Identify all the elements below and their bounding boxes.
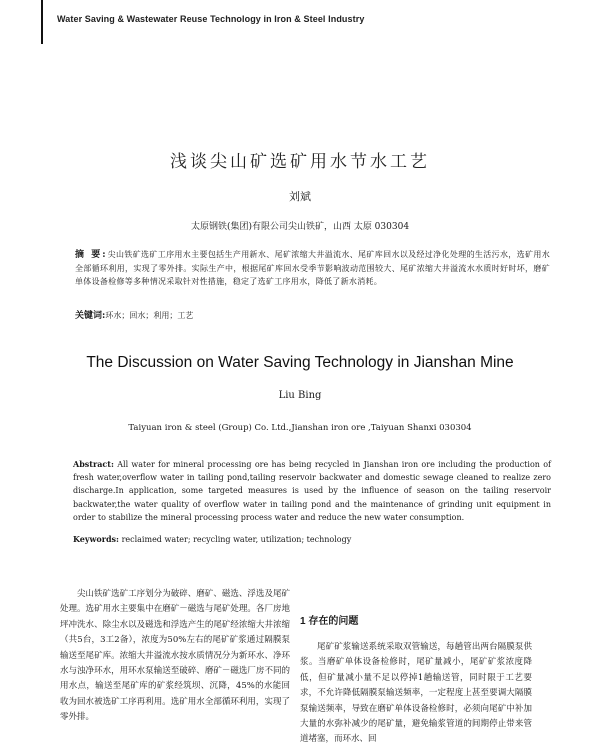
cn-affiliation: 太原钢铁(集团)有限公司尖山铁矿，山西 太原 030304 — [190, 222, 410, 232]
cn-keywords-label: 关键词: — [75, 311, 106, 321]
en-title: The Discussion on Water Saving Technology in Jianshan Mine — [86, 354, 514, 371]
en-abstract-text: All water for mineral processing ore has being recycled in Jianshan iron ore including the production of fresh water,overflow water in tailing pond,tailing reservoir backwater and domestic sewage cleaned to realize zero discharge.In application, some targeted measures is used by the influence of season on the tailing reservoir backwater,the water quality of overflow water in tailing pond and the maintenance of grinding unit equipment in order to stabilize the mineral processing process water and reduce the new water consumption. — [73, 460, 551, 522]
cn-abstract — [75, 248, 550, 288]
en-affiliation: Taiyuan iron & steel (Group) Co. Ltd.,Jianshan iron ore ,Taiyuan Shanxi 030304 — [128, 423, 472, 433]
journal-header: Water Saving & Wastewater Reuse Technology in Iron & Steel Industry — [57, 14, 365, 24]
en-author: Liu Bing — [278, 390, 322, 401]
body-left-paragraph: 尖山铁矿选矿工序划分为破碎、磨矿、磁选、浮选及尾矿处理。选矿用水主要集中在磨矿－磁选与尾矿处理。各厂房地坪冲洗水、除尘水以及磁选和浮选产生的尾矿经浓缩大井浓缩（共5台，3工2备），浓度为50%左右的尾矿矿浆通过隔膜泵输送至尾矿库。浓缩大井溢流水按水质情况分为新环水、净环水与浊净环水，用环水泵输送至破碎、磨矿－磁选厂房不同的用水点，输送至尾矿库的矿浆经筑坝、沉降，45%的水能回收为回水被选矿工序再利用。选矿用水全部循环利用，实现了零外排。 — [60, 589, 290, 723]
cn-title: 浅谈尖山矿选矿用水节水工艺 — [170, 152, 430, 172]
en-abstract — [73, 458, 551, 524]
header-rule — [41, 0, 43, 44]
cn-abstract-text: 尖山铁矿选矿工序用水主要包括生产用新水、尾矿浓缩大井溢流水、尾矿库回水以及经过净化处理的生活污水，选矿用水全部循环利用，实现了零外排。实际生产中，根据尾矿库回水受季节影响波动范围较大、尾矿浓缩大井溢流水水质时好时坏，磨矿单体设备检修等多种情况采取针对性措施，稳定了选矿工序用水，降低了新水消耗。 — [75, 250, 550, 286]
section-heading: 1 存在的问题 — [300, 616, 359, 627]
body-left-column — [60, 587, 290, 726]
cn-abstract-label: 摘 要: — [75, 250, 108, 260]
cn-keywords-text: 环水；回水；利用；工艺 — [105, 311, 194, 320]
cn-keywords — [75, 308, 193, 321]
cn-author: 刘斌 — [289, 190, 311, 203]
body-right-column — [300, 640, 532, 748]
en-abstract-label: Abstract: — [73, 459, 114, 469]
en-keywords — [73, 534, 351, 544]
en-keywords-text: reclaimed water; recycling water, utilization; technology — [121, 535, 352, 544]
en-keywords-label: Keywords: — [73, 534, 120, 544]
body-right-paragraph: 尾矿矿浆输送系统采取双管输送，每趟管出两台隔膜泵供浆。当磨矿单体设备检修时，尾矿量减小，尾矿矿浆浓度降低，但矿量减小量不足以停掉1趟输送管，同时限于工艺要求，不允许降低隔膜泵输送频率，一定程度上甚至要调大隔膜泵输送频率，导致在磨矿单体设备检修时，必须向尾矿中补加大量的水弥补减少的尾矿量，避免输浆管道的间期停止带来管道堵塞，而环水、回 — [300, 642, 532, 745]
